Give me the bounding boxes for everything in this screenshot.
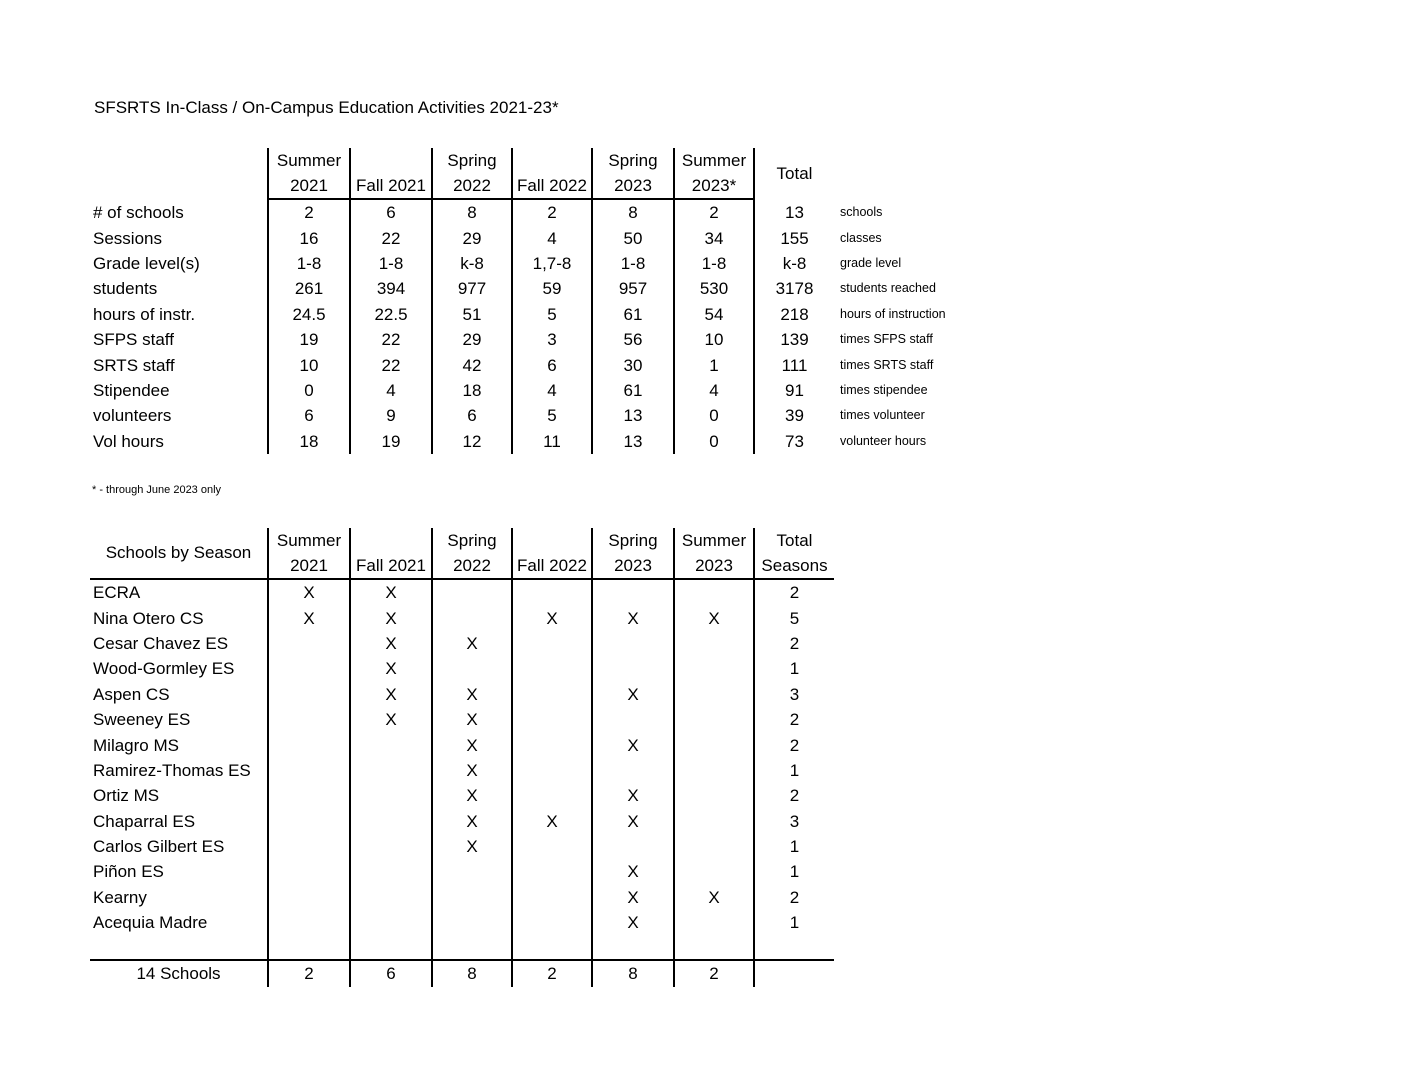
column-header-line2: 2021 (268, 173, 350, 199)
season-total: 2 (754, 885, 834, 910)
season-total: 2 (754, 783, 834, 808)
header-blank (90, 148, 268, 173)
season-mark (592, 656, 674, 681)
cell-value: 2 (268, 199, 350, 225)
column-header-line1: Summer (674, 148, 754, 173)
school-name: Sweeney ES (93, 710, 191, 730)
column-header-line1: Summer (674, 528, 754, 553)
cell-value: 1-8 (350, 251, 432, 276)
column-header-line1: Spring (432, 148, 512, 173)
summary-value: 8 (592, 960, 674, 987)
season-mark: X (350, 579, 432, 605)
row-label: SRTS staff (93, 355, 175, 375)
season-total: 2 (754, 631, 834, 656)
school-name: Ortiz MS (93, 786, 160, 806)
column-header-line1 (512, 528, 592, 553)
spacer-cell (268, 935, 350, 960)
column-header-line2: Fall 2021 (350, 553, 432, 579)
cell-value: 2 (512, 199, 592, 225)
column-header-line1: Summer (268, 148, 350, 173)
row-total: k-8 (754, 251, 834, 276)
season-mark (674, 682, 754, 707)
season-mark (268, 910, 350, 935)
season-mark: X (432, 732, 512, 757)
summary-value: 2 (268, 960, 350, 987)
cell-value: 1,7-8 (512, 251, 592, 276)
season-mark (674, 732, 754, 757)
cell-value: 19 (350, 429, 432, 454)
school-name: Aspen CS (93, 684, 170, 704)
unit-header-blank (834, 148, 974, 199)
cell-value: 51 (432, 302, 512, 327)
cell-value: 6 (350, 199, 432, 225)
cell-value: 24.5 (268, 302, 350, 327)
season-mark (350, 834, 432, 859)
season-mark (512, 783, 592, 808)
table-row (90, 429, 974, 454)
table-row (90, 732, 834, 757)
season-mark: X (592, 885, 674, 910)
season-mark (674, 631, 754, 656)
cell-value: 10 (674, 327, 754, 352)
cell-value: 12 (432, 429, 512, 454)
row-total: 91 (754, 378, 834, 403)
cell-value: 530 (674, 276, 754, 301)
season-mark (592, 834, 674, 859)
row-label: Stipendee (93, 380, 170, 400)
table-row (90, 199, 974, 225)
column-header-line2: 2022 (432, 173, 512, 199)
season-total: 1 (754, 910, 834, 935)
cell-value: 22 (350, 225, 432, 250)
season-mark: X (350, 631, 432, 656)
season-mark (592, 631, 674, 656)
cell-value: 50 (592, 225, 674, 250)
spacer-cell (674, 935, 754, 960)
header-row (90, 148, 974, 173)
row-unit: volunteer hours (840, 433, 927, 448)
cell-value: 56 (592, 327, 674, 352)
season-mark (268, 859, 350, 884)
school-name: Wood-Gormley ES (93, 659, 235, 679)
table-row (90, 859, 834, 884)
table-row (90, 378, 974, 403)
table-row (90, 251, 974, 276)
season-mark: X (268, 605, 350, 630)
spacer-cell (592, 935, 674, 960)
cell-value: 54 (674, 302, 754, 327)
season-mark (674, 707, 754, 732)
season-mark (268, 809, 350, 834)
spacer-row (90, 935, 834, 960)
row-label: SFPS staff (93, 330, 174, 350)
school-name: Carlos Gilbert ES (93, 837, 225, 857)
row-unit: times volunteer (840, 408, 925, 423)
cell-value: 6 (268, 403, 350, 428)
cell-value: 0 (674, 429, 754, 454)
season-mark (350, 859, 432, 884)
table-row (90, 327, 974, 352)
season-mark: X (674, 885, 754, 910)
season-mark (674, 809, 754, 834)
cell-value: 4 (350, 378, 432, 403)
season-mark (268, 885, 350, 910)
summary-value: 6 (350, 960, 432, 987)
row-unit: students reached (840, 281, 936, 296)
season-mark: X (432, 809, 512, 834)
cell-value: 977 (432, 276, 512, 301)
season-mark (268, 834, 350, 859)
season-mark (268, 707, 350, 732)
cell-value: 10 (268, 352, 350, 377)
cell-value: 34 (674, 225, 754, 250)
cell-value: 22 (350, 352, 432, 377)
season-mark (674, 834, 754, 859)
row-label: Grade level(s) (93, 253, 200, 273)
season-mark (674, 758, 754, 783)
cell-value: 29 (432, 327, 512, 352)
spacer-cell (754, 935, 834, 960)
row-total: 111 (754, 352, 834, 377)
season-mark (512, 682, 592, 707)
season-mark (432, 656, 512, 681)
season-total: 1 (754, 758, 834, 783)
row-total: 39 (754, 403, 834, 428)
season-mark (674, 656, 754, 681)
table-row (90, 783, 834, 808)
season-mark: X (512, 605, 592, 630)
season-mark: X (432, 682, 512, 707)
season-mark: X (432, 783, 512, 808)
row-total: 155 (754, 225, 834, 250)
table-row (90, 758, 834, 783)
season-mark (432, 579, 512, 605)
season-mark (674, 579, 754, 605)
total-header: Total (754, 148, 834, 199)
row-total: 73 (754, 429, 834, 454)
spacer-cell (432, 935, 512, 960)
row-total: 3178 (754, 276, 834, 301)
row-unit: hours of instruction (840, 306, 946, 321)
cell-value: 6 (512, 352, 592, 377)
column-header-line2: 2023 (592, 553, 674, 579)
season-total: 3 (754, 682, 834, 707)
cell-value: 5 (512, 302, 592, 327)
season-mark: X (432, 758, 512, 783)
cell-value: 1-8 (674, 251, 754, 276)
season-mark: X (512, 809, 592, 834)
season-mark: X (350, 605, 432, 630)
season-mark: X (350, 656, 432, 681)
row-label: Sessions (93, 228, 162, 248)
season-mark (268, 732, 350, 757)
season-mark (350, 910, 432, 935)
activities-table (90, 148, 974, 454)
season-mark (350, 885, 432, 910)
table-row (90, 631, 834, 656)
season-mark: X (432, 834, 512, 859)
season-mark (268, 656, 350, 681)
table-row (90, 605, 834, 630)
season-mark (512, 656, 592, 681)
season-mark: X (350, 682, 432, 707)
cell-value: 9 (350, 403, 432, 428)
cell-value: 1-8 (268, 251, 350, 276)
school-name: Acequia Madre (93, 913, 208, 933)
season-mark (512, 579, 592, 605)
season-mark (432, 605, 512, 630)
document-title: SFSRTS In-Class / On-Campus Education Activities 2021-23* (94, 98, 559, 117)
season-mark: X (592, 859, 674, 884)
table-row (90, 809, 834, 834)
cell-value: 61 (592, 302, 674, 327)
season-mark (512, 834, 592, 859)
season-mark: X (592, 783, 674, 808)
spacer-cell (350, 935, 432, 960)
schools-by-season-table (90, 528, 834, 987)
season-mark (512, 758, 592, 783)
table-row (90, 656, 834, 681)
summary-blank (754, 960, 834, 987)
row-label: hours of instr. (93, 304, 196, 324)
season-mark (512, 631, 592, 656)
season-total: 1 (754, 656, 834, 681)
cell-value: 22 (350, 327, 432, 352)
cell-value: 4 (512, 225, 592, 250)
season-mark (432, 885, 512, 910)
cell-value: 13 (592, 403, 674, 428)
summary-label: 14 Schools (90, 960, 268, 987)
summary-value: 2 (674, 960, 754, 987)
row-label: students (93, 279, 158, 299)
season-mark: X (350, 707, 432, 732)
season-mark (512, 885, 592, 910)
season-mark (592, 758, 674, 783)
season-mark (268, 682, 350, 707)
summary-value: 2 (512, 960, 592, 987)
column-header-line1: Spring (592, 528, 674, 553)
header-label: Schools by Season (90, 528, 268, 579)
row-total: 218 (754, 302, 834, 327)
cell-value: 0 (674, 403, 754, 428)
cell-value: 4 (674, 378, 754, 403)
column-header-line2: 2023 (592, 173, 674, 199)
season-mark (432, 910, 512, 935)
season-mark (674, 783, 754, 808)
season-total: 3 (754, 809, 834, 834)
table-row (90, 579, 834, 605)
column-header-line1 (350, 148, 432, 173)
cell-value: 8 (592, 199, 674, 225)
season-mark (512, 859, 592, 884)
column-header-line2: Fall 2022 (512, 553, 592, 579)
spacer-cell (512, 935, 592, 960)
season-mark (350, 783, 432, 808)
column-header-line1: Spring (432, 528, 512, 553)
cell-value: 11 (512, 429, 592, 454)
season-mark (350, 758, 432, 783)
cell-value: 1 (674, 352, 754, 377)
column-header-line1 (512, 148, 592, 173)
cell-value: 30 (592, 352, 674, 377)
footnote: * - through June 2023 only (92, 484, 222, 496)
season-mark (512, 910, 592, 935)
cell-value: 0 (268, 378, 350, 403)
table-row (90, 403, 974, 428)
cell-value: 18 (268, 429, 350, 454)
row-label: volunteers (93, 406, 172, 426)
cell-value: k-8 (432, 251, 512, 276)
season-total: 2 (754, 579, 834, 605)
cell-value: 957 (592, 276, 674, 301)
table-row (90, 682, 834, 707)
cell-value: 4 (512, 378, 592, 403)
summary-value: 8 (432, 960, 512, 987)
season-total: 5 (754, 605, 834, 630)
total-header-line1: Total (754, 528, 834, 553)
season-mark (268, 783, 350, 808)
season-mark: X (592, 910, 674, 935)
season-mark (592, 707, 674, 732)
season-mark (674, 910, 754, 935)
table-row (90, 707, 834, 732)
school-name: Nina Otero CS (93, 608, 204, 628)
school-name: Kearny (93, 887, 147, 907)
row-unit: times SFPS staff (840, 332, 933, 347)
column-header-line2: 2023 (674, 553, 754, 579)
spacer-cell (90, 935, 268, 960)
season-mark: X (592, 809, 674, 834)
column-header-line2: Fall 2022 (512, 173, 592, 199)
total-header-line2: Seasons (754, 553, 834, 579)
table-row (90, 834, 834, 859)
season-mark: X (432, 707, 512, 732)
cell-value: 42 (432, 352, 512, 377)
cell-value: 261 (268, 276, 350, 301)
header-row (90, 528, 834, 553)
season-mark (512, 707, 592, 732)
season-mark: X (674, 605, 754, 630)
season-mark (350, 732, 432, 757)
cell-value: 2 (674, 199, 754, 225)
season-mark: X (268, 579, 350, 605)
table-row (90, 302, 974, 327)
column-header-line1: Spring (592, 148, 674, 173)
table-row (90, 910, 834, 935)
summary-row (90, 960, 834, 987)
table-row (90, 352, 974, 377)
cell-value: 59 (512, 276, 592, 301)
cell-value: 3 (512, 327, 592, 352)
table-row (90, 225, 974, 250)
cell-value: 19 (268, 327, 350, 352)
row-unit: schools (840, 204, 883, 219)
column-header-line2: 2022 (432, 553, 512, 579)
cell-value: 13 (592, 429, 674, 454)
cell-value: 22.5 (350, 302, 432, 327)
cell-value: 1-8 (592, 251, 674, 276)
column-header-line1: Summer (268, 528, 350, 553)
row-unit: classes (840, 230, 882, 245)
school-name: Piñon ES (93, 862, 164, 882)
table-row (90, 276, 974, 301)
table-row (90, 885, 834, 910)
season-mark: X (592, 682, 674, 707)
cell-value: 6 (432, 403, 512, 428)
school-name: Ramirez-Thomas ES (93, 760, 251, 780)
row-unit: grade level (840, 255, 902, 270)
school-name: Chaparral ES (93, 811, 196, 831)
row-total: 139 (754, 327, 834, 352)
cell-value: 61 (592, 378, 674, 403)
season-mark (512, 732, 592, 757)
season-mark (592, 579, 674, 605)
row-unit: times stipendee (840, 382, 928, 397)
column-header-line2: 2023* (674, 173, 754, 199)
column-header-line2: 2021 (268, 553, 350, 579)
cell-value: 16 (268, 225, 350, 250)
row-total: 13 (754, 199, 834, 225)
school-name: Cesar Chavez ES (93, 633, 229, 653)
cell-value: 18 (432, 378, 512, 403)
season-total: 2 (754, 732, 834, 757)
cell-value: 8 (432, 199, 512, 225)
season-mark: X (592, 605, 674, 630)
row-label: # of schools (93, 202, 184, 222)
cell-value: 29 (432, 225, 512, 250)
season-mark: X (592, 732, 674, 757)
cell-value: 5 (512, 403, 592, 428)
season-mark (432, 859, 512, 884)
row-unit: times SRTS staff (840, 357, 934, 372)
header-blank (90, 173, 268, 199)
column-header-line1 (350, 528, 432, 553)
season-total: 1 (754, 834, 834, 859)
season-mark: X (432, 631, 512, 656)
season-mark (268, 758, 350, 783)
column-header-line2: Fall 2021 (350, 173, 432, 199)
season-total: 1 (754, 859, 834, 884)
season-mark (350, 809, 432, 834)
school-name: Milagro MS (93, 735, 179, 755)
season-mark (268, 631, 350, 656)
row-label: Vol hours (93, 431, 164, 451)
school-name: ECRA (93, 583, 141, 603)
cell-value: 394 (350, 276, 432, 301)
season-total: 2 (754, 707, 834, 732)
season-mark (674, 859, 754, 884)
